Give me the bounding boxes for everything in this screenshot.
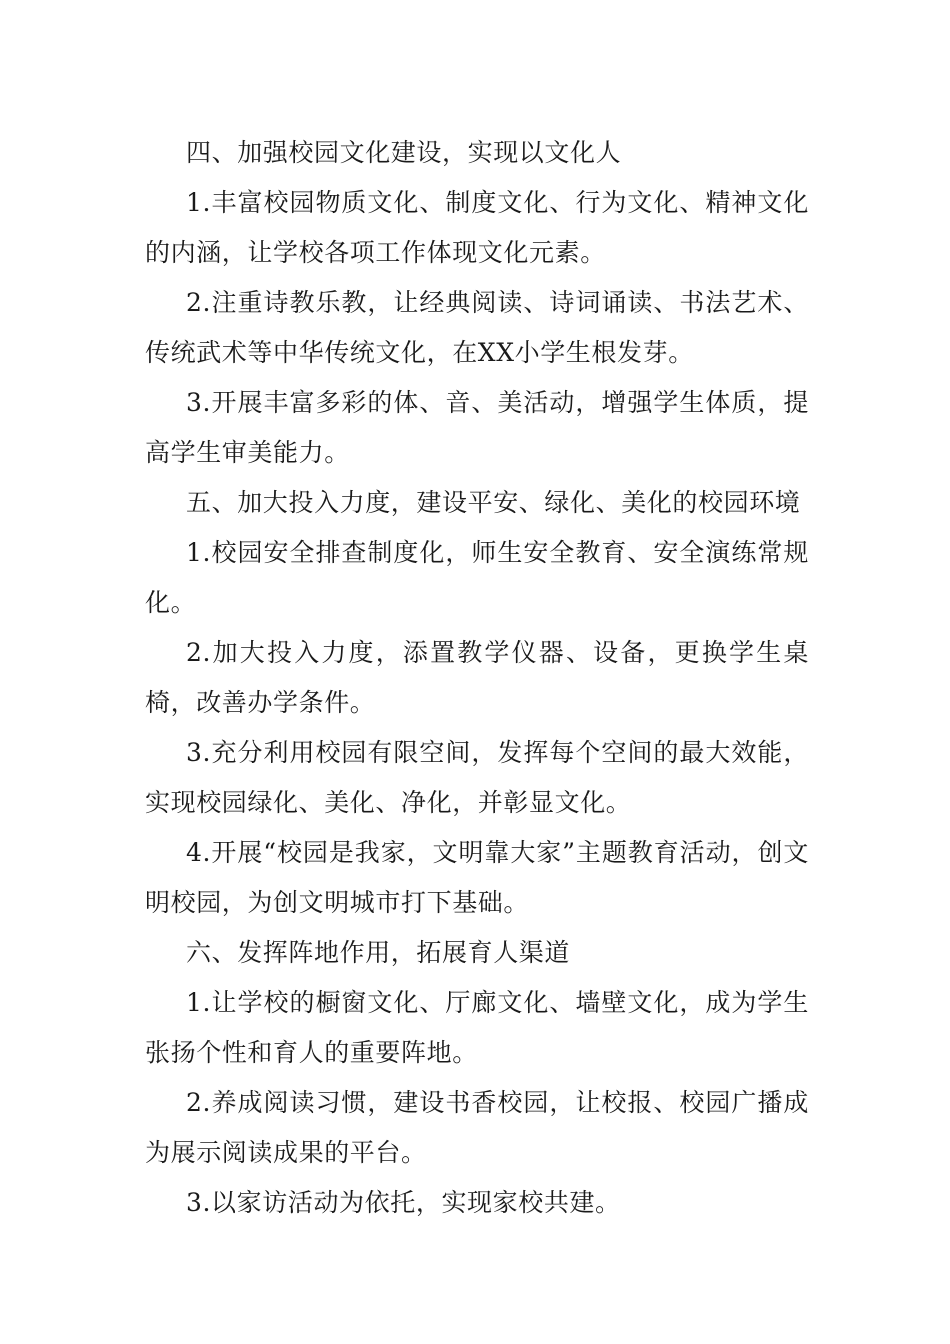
list-item: 3.充分利用校园有限空间，发挥每个空间的最大效能，实现校园绿化、美化、净化，并彰显文化。 bbox=[145, 738, 809, 817]
list-item: 1.丰富校园物质文化、制度文化、行为文化、精神文化的内涵，让学校各项工作体现文化元素。 bbox=[145, 188, 809, 267]
list-item: 2.加大投入力度，添置教学仪器、设备，更换学生桌椅，改善办学条件。 bbox=[145, 638, 809, 717]
list-item: 2.养成阅读习惯，建设书香校园，让校报、校园广播成为展示阅读成果的平台。 bbox=[145, 1088, 809, 1167]
section-heading-6: 六、发挥阵地作用，拓展育人渠道 bbox=[186, 938, 571, 967]
section-heading-4: 四、加强校园文化建设，实现以文化人 bbox=[186, 138, 622, 167]
list-item: 1.让学校的橱窗文化、厅廊文化、墙壁文化，成为学生张扬个性和育人的重要阵地。 bbox=[145, 988, 809, 1067]
list-item: 1.校园安全排查制度化，师生安全教育、安全演练常规化。 bbox=[145, 538, 809, 617]
list-item: 2.注重诗教乐教，让经典阅读、诗词诵读、书法艺术、传统武术等中华传统文化，在XX小学生根发芽。 bbox=[145, 288, 809, 367]
list-item: 3.开展丰富多彩的体、音、美活动，增强学生体质，提高学生审美能力。 bbox=[145, 388, 809, 467]
list-item: 3.以家访活动为依托，实现家校共建。 bbox=[186, 1188, 621, 1217]
document-body bbox=[145, 128, 809, 1228]
list-item: 4.开展“校园是我家，文明靠大家”主题教育活动，创文明校园，为创文明城市打下基础。 bbox=[145, 838, 809, 917]
section-heading-5: 五、加大投入力度，建设平安、绿化、美化的校园环境 bbox=[186, 488, 801, 517]
